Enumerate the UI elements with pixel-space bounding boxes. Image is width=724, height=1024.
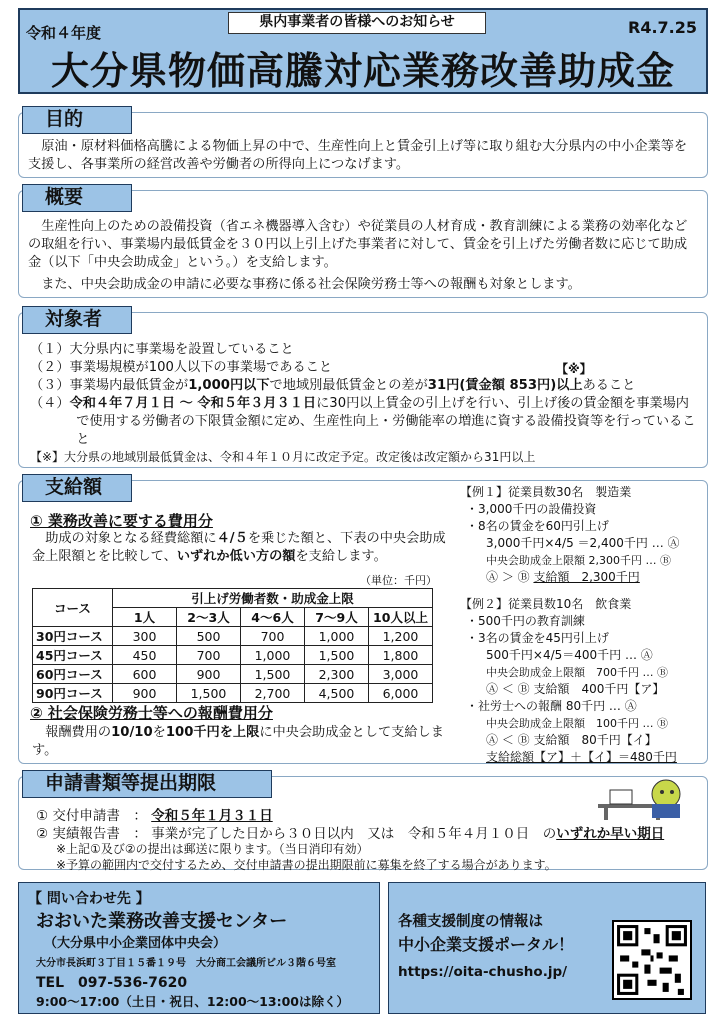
table-col-header: 4〜6人 <box>241 608 305 627</box>
example-line: ・3,000千円の設備投資 <box>466 502 597 516</box>
table-cell: 450 <box>113 646 177 665</box>
portal-line-2: 中小企業支援ポータル！ <box>398 935 575 954</box>
table-row <box>33 646 433 665</box>
example-line: 中央会助成金上限額 100千円 … Ⓑ <box>486 717 668 730</box>
contact-label: 【 問い合わせ先 】 <box>28 891 150 907</box>
table-row <box>33 665 433 684</box>
deadline-note-2: ※予算の範囲内で交付するため、交付申請書の提出期限前に募集を終了する場合があります。 <box>56 858 557 872</box>
table-cell: 1,500 <box>241 665 305 684</box>
issue-date: R4.7.25 <box>628 18 698 37</box>
table-col-header: 7〜9人 <box>305 608 369 627</box>
table-col-header: 1人 <box>113 608 177 627</box>
table-cell: 700 <box>177 646 241 665</box>
table-row <box>33 684 433 703</box>
table-cell: 1,000 <box>241 646 305 665</box>
table-cell: 2,300 <box>305 665 369 684</box>
contact-org: おおいた業務改善支援センター <box>36 911 288 932</box>
example-line: Ⓐ ＜ Ⓑ 支給額 400千円【ア】 <box>486 682 665 696</box>
eligible-item-2: （２）事業場規模が100人以下の事業場であること <box>30 360 333 375</box>
example-line: 500千円×4/5＝400千円 … Ⓐ <box>486 648 653 662</box>
qr-code-icon[interactable] <box>612 920 692 1000</box>
table-col-header: 2〜3人 <box>177 608 241 627</box>
eligible-item-3: （３）事業場内最低賃金が1,000円以下で地域別最低賃金との差が31円(賃金額 853円)以上あること <box>30 378 636 393</box>
payment-sub1-heading: ① 業務改善に要する費用分 <box>30 512 213 530</box>
contact-sub: （大分県中小企業団体中央会） <box>44 936 227 951</box>
purpose-label: 目的 <box>22 106 132 134</box>
payment-sub2-heading: ② 社会保険労務士等への報酬費用分 <box>30 704 273 722</box>
fiscal-year: 令和４年度 <box>26 24 102 42</box>
eligible-note: 【※】大分県の地域別最低賃金は、令和４年１０月に改定予定。改定後は改定額から31円以上 <box>30 450 536 464</box>
fee-table <box>32 588 433 703</box>
table-cell: 900 <box>177 665 241 684</box>
table-cell: 700 <box>241 627 305 646</box>
table-unit: （単位：千円） <box>360 574 437 587</box>
page-title: 大分県物価高騰対応業務改善助成金 <box>50 49 675 93</box>
table-cell: 900 <box>113 684 177 703</box>
table-cell: 600 <box>113 665 177 684</box>
deadline-note-1: ※上記①及び②の提出は郵送に限ります。（当日消印有効） <box>56 842 369 856</box>
example-line: Ⓐ ＞ Ⓑ 支給額 2,300千円 <box>486 570 640 584</box>
table-cell: 1,800 <box>369 646 433 665</box>
purpose-text: 原油・原材料価格高騰による物価上昇の中で、生産性向上と賃金引上げ等に取り組む大分県内の中小企業等を支援し、各事業所の経営改善や労働者の所得向上につなげます。 <box>28 139 688 172</box>
table-cell: 1,500 <box>177 684 241 703</box>
table-cell: 6,000 <box>369 684 433 703</box>
table-cell: 1,500 <box>305 646 369 665</box>
deadline-row-1: ① 交付申請書 ： 令和５年１月３１日 <box>36 808 273 824</box>
overview-text-2: また、中央会助成金の申請に必要な事務に係る社会保険労務士等への報酬も対象とします。 <box>41 277 581 292</box>
example-2-title: 【例２】従業員数10名 飲食業 <box>460 597 632 611</box>
example-1-title: 【例１】従業員数30名 製造業 <box>460 485 632 499</box>
example-line: ・500千円の教育訓練 <box>466 614 585 628</box>
mascot-illustration <box>596 774 700 822</box>
table-cell: 3,000 <box>369 665 433 684</box>
example-line: 中央会助成金上限額 700千円 … Ⓑ <box>486 666 668 679</box>
overview-text: 生産性向上のための設備投資（省エネ機器導入含む）や従業員の人材育成・教育訓練による業務の効率化などの取組を行い、事業場内最低賃金を３０円以上引上げた事業者に対して、賃金を引上げた労働者数に応じて助成金（以下「中央会助成金」という。）を支給します。 <box>28 219 688 270</box>
example-total: 支給総額【ア】＋【イ】＝480千円 <box>486 750 677 764</box>
table-cell: 1,000 <box>305 627 369 646</box>
table-header-group: 引上げ労働者数・助成金上限 <box>113 589 433 608</box>
table-cell-course: 90円コース <box>33 684 113 703</box>
eligible-item-4: （４）令和４年７月１日 〜 令和５年３月３１日に30円以上賃金の引上げを行い、引上げ後の賃金額を事業場内で使用する労働者の下限賃金額に定め、生産性向上・労働能率の増進に資する設備投資等を行っていること <box>30 396 696 447</box>
note-mark: 【※】 <box>556 362 592 376</box>
overview-label: 概要 <box>22 184 132 212</box>
table-cell: 1,200 <box>369 627 433 646</box>
payment-label: 支給額 <box>22 474 132 502</box>
table-cell: 4,500 <box>305 684 369 703</box>
table-header-course: コース <box>33 589 113 627</box>
table-cell-course: 45円コース <box>33 646 113 665</box>
table-cell: 500 <box>177 627 241 646</box>
table-cell: 300 <box>113 627 177 646</box>
eligible-label: 対象者 <box>22 306 132 334</box>
table-col-header: 10人以上 <box>369 608 433 627</box>
notice-badge: 県内事業者の皆様へのお知らせ <box>228 12 486 34</box>
example-line: 中央会助成金上限額 2,300千円 … Ⓑ <box>486 554 671 567</box>
contact-hours: 9:00〜17:00（土日・祝日、12:00〜13:00は除く） <box>36 994 349 1009</box>
table-cell: 2,700 <box>241 684 305 703</box>
table-cell-course: 60円コース <box>33 665 113 684</box>
deadline-row-2: ② 実績報告書 ： 事業が完了した日から３０日以内 又は 令和５年４月１０日 のいずれか早い期日 <box>36 826 665 842</box>
deadline-label: 申請書類等提出期限 <box>22 770 272 798</box>
payment-sub2-text: 報酬費用の10/10を100千円を上限に中央会助成金として支給します。 <box>32 725 444 758</box>
example-line: 3,000千円×4/5 ＝2,400千円 … Ⓐ <box>486 536 680 550</box>
payment-sub1-text: 助成の対象となる経費総額に４/５を乗じた額と、下表の中央会助成金上限額とを比較して、いずれか低い方の額を支給します。 <box>32 531 446 564</box>
example-line: ・8名の賃金を60円引上げ <box>466 519 609 533</box>
eligible-item-1: （１）大分県内に事業場を設置していること <box>30 342 294 357</box>
example-2 <box>460 596 704 766</box>
table-row <box>33 627 433 646</box>
portal-line-1: 各種支援制度の情報は <box>398 914 543 930</box>
contact-tel[interactable]: TEL 097-536-7620 <box>36 975 188 991</box>
table-cell-course: 30円コース <box>33 627 113 646</box>
example-line: Ⓐ ＜ Ⓑ 支給額 80千円【イ】 <box>486 733 657 747</box>
contact-address: 大分市長浜町３丁目１５番１９号 大分商工会議所ビル３階６号室 <box>36 958 336 969</box>
example-line: ・社労士への報酬 80千円 … Ⓐ <box>466 699 637 713</box>
portal-url[interactable]: https://oita-chusho.jp/ <box>398 964 568 980</box>
example-1 <box>460 484 704 586</box>
fee-table-wrap <box>32 588 433 703</box>
example-line: ・3名の賃金を45円引上げ <box>466 631 609 645</box>
